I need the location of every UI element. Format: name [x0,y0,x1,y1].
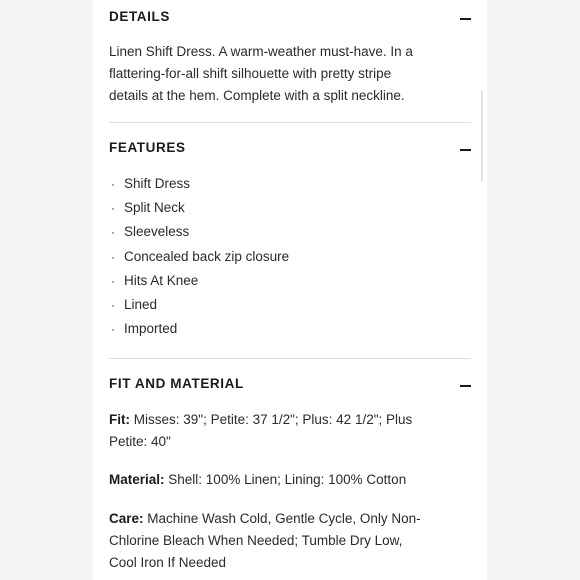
bullet-icon: · [111,322,115,337]
list-item [109,317,471,341]
features-title: FEATURES [109,140,186,155]
features-list [109,172,471,341]
features-section-header[interactable] [109,138,471,162]
bullet-icon: · [111,297,115,312]
details-section-header[interactable] [109,7,471,31]
collapse-minus-icon[interactable] [460,149,471,151]
feature-label: Lined [124,296,158,312]
care-line [109,508,471,530]
feature-label: Hits At Knee [124,272,199,288]
list-item [109,293,471,317]
scrollbar-thumb[interactable] [481,90,483,182]
bullet-icon: · [111,249,115,264]
fit-info [109,409,471,453]
list-item [109,220,471,244]
material-value: Shell: 100% Linen; Lining: 100% Cotton [164,472,407,487]
fit-line: Petite: 40" [109,434,171,449]
care-line: Cool Iron If Needed [109,555,227,570]
fit-value: Misses: 39"; Petite: 37 1/2"; Plus: 42 1/2"; Plus [130,412,413,427]
list-item [109,245,471,269]
care-label: Care: [109,511,144,526]
feature-label: Imported [124,321,178,337]
care-value: Machine Wash Cold, Gentle Cycle, Only Non- [143,511,421,526]
feature-label: Shift Dress [124,176,191,191]
section-divider [109,122,471,123]
bullet-icon: · [111,273,115,288]
bullet-icon: · [111,225,115,240]
fit-label: Fit: [109,412,130,427]
bullet-icon: · [111,201,115,216]
feature-label: Sleeveless [124,224,190,240]
material-info [109,469,471,491]
section-divider [109,358,471,359]
care-line: Chlorine Bleach When Needed; Tumble Dry Low, [109,533,403,548]
details-description [109,41,471,107]
product-info-panel [93,0,487,580]
fit-line [109,409,471,431]
fit-material-title: FIT AND MATERIAL [109,376,244,391]
collapse-minus-icon[interactable] [460,18,471,20]
list-item [109,196,471,220]
material-label: Material: [109,472,165,487]
list-item [109,269,471,293]
feature-label: Concealed back zip closure [124,248,290,264]
details-line: details at the hem. Complete with a split neckline. [109,88,405,103]
details-line: Linen Shift Dress. A warm-weather must-have. In a [109,44,413,59]
bullet-icon: · [111,177,115,191]
material-line [109,469,471,491]
collapse-minus-icon[interactable] [460,385,471,387]
list-item [109,172,471,196]
details-title: DETAILS [109,9,170,24]
fit-material-section-header[interactable] [109,374,471,398]
details-line: flattering-for-all shift silhouette with pretty stripe [109,66,392,81]
feature-label: Split Neck [124,200,185,216]
care-info [109,508,471,574]
